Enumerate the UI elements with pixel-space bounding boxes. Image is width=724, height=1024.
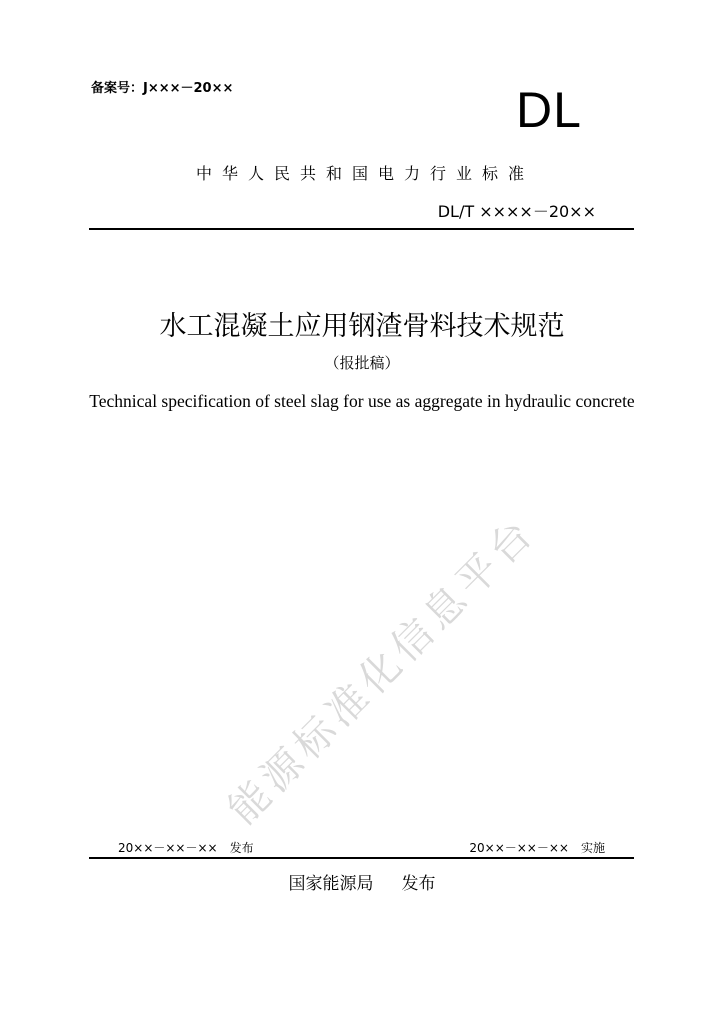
publisher-name: 国家能源局 (288, 874, 374, 894)
standard-logo: DL (516, 82, 582, 138)
publish-date-line (118, 839, 254, 856)
implement-date: 20××－××－×× (469, 841, 569, 855)
top-divider (89, 228, 634, 230)
publisher-line (0, 869, 724, 894)
implement-date-line (469, 839, 605, 856)
standard-code: DL/T ××××－20×× (437, 202, 596, 221)
title-english: Technical specification of steel slag for use as aggregate in hydraulic concrete (89, 391, 635, 411)
publish-label: 发布 (229, 841, 254, 855)
record-number: 备案号：J×××－20×× (91, 81, 234, 96)
draft-status: （报批稿） (324, 354, 400, 372)
implement-label: 实施 (580, 841, 605, 855)
publish-date: 20××－××－×× (118, 841, 218, 855)
title-chinese: 水工混凝土应用钢渣骨料技术规范 (159, 311, 565, 342)
publisher-action: 发布 (401, 874, 436, 894)
bottom-divider (89, 857, 634, 859)
standard-category: 中华人民共和国电力行业标准 (195, 164, 534, 183)
watermark: 能源标准化信息平台 (219, 508, 546, 834)
